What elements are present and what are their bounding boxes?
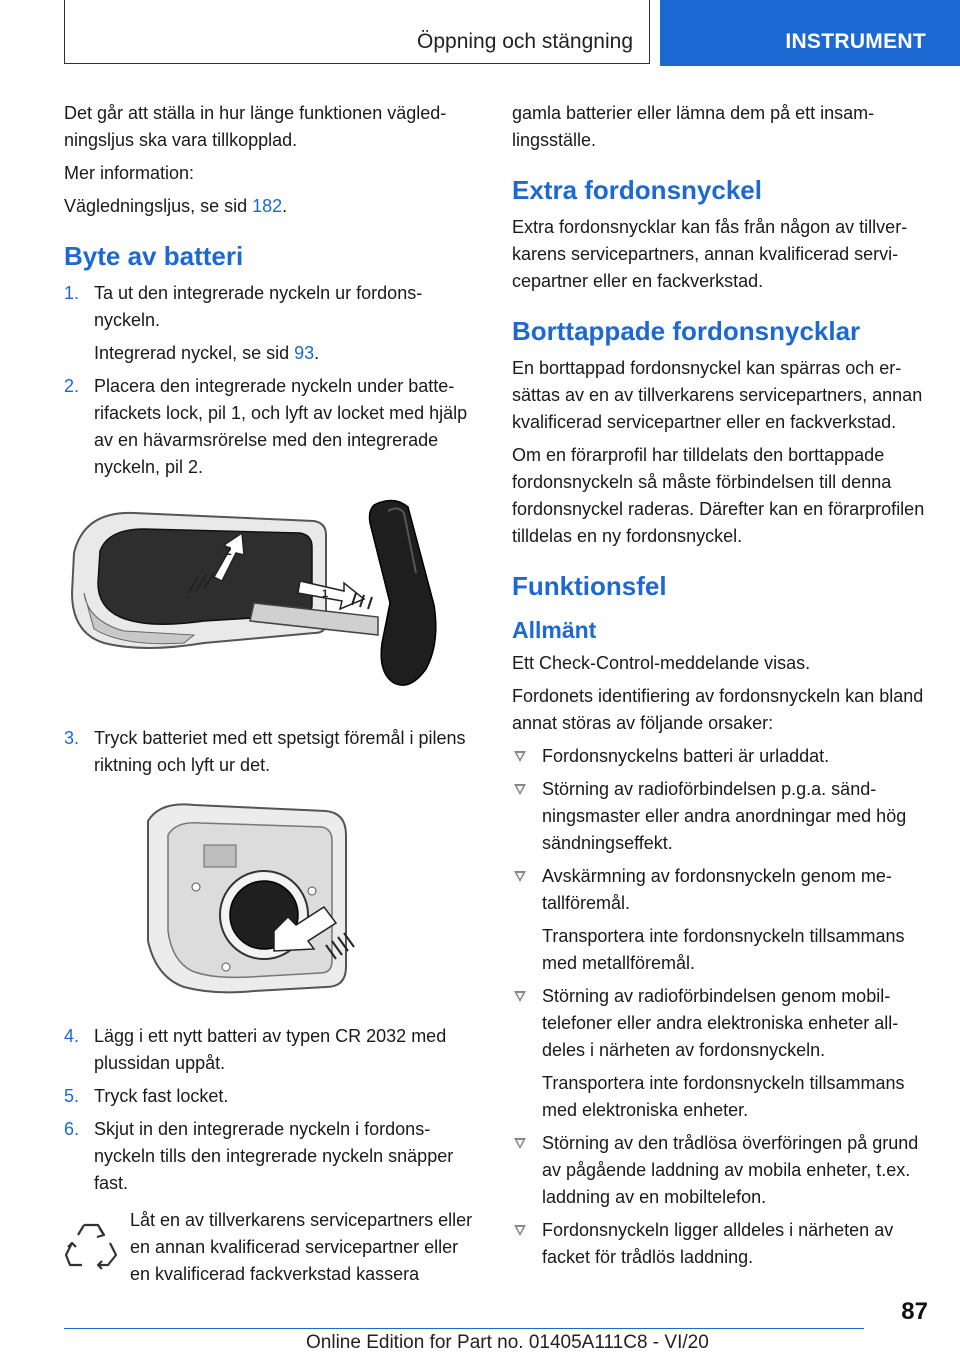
lost-keys-paragraph-1: En borttappad fordonsnyckel kan spärras och ersättas av en av tillverkarens servicepartners, annan kvalificerad servicepartner eller en fackverkstad. [512, 358, 923, 432]
step-number: 6. [64, 1119, 80, 1139]
page-link-93[interactable]: 93 [294, 343, 315, 363]
step-text: Skjut in den integrerade nyckeln i fordonsnyckeln tills den integrerade nyckeln snäpper fast. [94, 1119, 454, 1193]
arrow-label-1: 1 [322, 588, 329, 600]
heading-extra-key: Extra fordonsnyckel [512, 175, 762, 205]
step-3 [64, 725, 476, 779]
section-title: Öppning och stängning [417, 30, 633, 53]
list-item: Avskärmning av fordonsnyckeln genom metallföremål. Transportera inte fordonsnyckeln tillsammans med metallföremål. [512, 863, 928, 977]
heading-lost-keys: Borttappade fordonsnycklar [512, 316, 861, 346]
bullet-triangle-icon [514, 991, 526, 1002]
left-column [64, 100, 476, 1294]
note-text: Låt en av tillverkarens servicepartners eller en annan kvalificerad servicepartner eller en kvalificerad fackverkstad kassera [130, 1210, 473, 1284]
step-text: Ta ut den integrerade nyckeln ur fordonsnyckeln. [94, 283, 423, 330]
heading-general: Allmänt [512, 617, 597, 643]
battery-compartment-illustration [64, 791, 476, 1005]
intro-paragraph: Det går att ställa in hur länge funktionen vägledningsljus ska vara tillkopplad. [64, 103, 447, 150]
step-text: Lägg i ett nytt batteri av typen CR 2032 med plussidan uppåt. [94, 1026, 447, 1073]
bullet-triangle-icon [514, 751, 526, 762]
list-item: Störning av radioförbindelsen genom mobiltelefoner eller andra elektroniska enheter alldeles i närheten av fordonsnyckeln. Transportera inte fordonsnyckeln tillsammans med elektroniska enheter. [512, 983, 928, 1124]
environment-note [64, 1207, 476, 1288]
step-subtext: Integrerad nyckel, se sid 93. [94, 343, 320, 363]
step-text: Placera den integrerade nyckeln under batterifackets lock, pil 1, och lyft av locket med hjälp av en hävarmsrörelse med den integrerade nyckeln, pil 2. [94, 376, 468, 477]
heading-malfunction: Funktionsfel [512, 571, 667, 601]
step-text: Tryck batteriet med ett spetsigt föremål i pilens riktning och lyft ur det. [94, 728, 466, 775]
step-5 [64, 1083, 476, 1110]
step-2 [64, 373, 476, 481]
chapter-tab [660, 0, 960, 66]
chapter-title: INSTRUMENT [785, 30, 926, 53]
bullet-triangle-icon [514, 871, 526, 882]
list-item: Störning av den trådlösa överföringen på grund av pågående laddning av mobila enheter, t.ex. laddning av en mobiltelefon. [512, 1130, 928, 1211]
more-info-label: Mer information: [64, 163, 195, 183]
list-item: Fordonsnyckeln ligger alldeles i närheten av facket för trådlös laddning. [512, 1217, 928, 1271]
page-header [0, 0, 960, 66]
list-item: Störning av radioförbindelsen p.g.a. sändningsmaster eller andra anordningar med hög sändningseffekt. [512, 776, 928, 857]
edition-text: Online Edition for Part no. 01405A111C8 - VI/20 [306, 1332, 709, 1353]
bullet-triangle-icon [514, 1138, 526, 1149]
heading-battery-change: Byte av batteri [64, 241, 244, 271]
step-number: 5. [64, 1086, 80, 1106]
key-fob-open-illustration [64, 493, 476, 707]
step-number: 4. [64, 1026, 80, 1046]
bullet-triangle-icon [514, 1225, 526, 1236]
cross-reference: Vägledningsljus, se sid 182. [64, 196, 288, 216]
continued-text: gamla batterier eller lämna dem på ett insamlingsställe. [512, 103, 875, 150]
step-4 [64, 1023, 476, 1077]
page-number: 87 [901, 1298, 928, 1325]
page-link-182[interactable]: 182 [252, 196, 283, 216]
right-column [512, 100, 928, 1277]
step-text: Tryck fast locket. [94, 1086, 229, 1106]
extra-key-paragraph: Extra fordonsnycklar kan fås från någon av tillverkarens servicepartners, annan kvalificerad servicepartner eller en fackverkstad. [512, 217, 908, 291]
step-number: 3. [64, 728, 80, 748]
step-number: 1. [64, 283, 80, 303]
recycle-icon [64, 1217, 118, 1271]
arrow-label-2: 2 [225, 544, 232, 558]
step-number: 2. [64, 376, 80, 396]
list-item: Fordonsnyckelns batteri är urladdat. [512, 743, 928, 770]
general-paragraph-1: Ett Check-Control-meddelande visas. [512, 653, 811, 673]
bullet-triangle-icon [514, 784, 526, 795]
step-6 [64, 1116, 476, 1197]
general-paragraph-2: Fordonets identifiering av fordonsnyckeln kan bland annat störas av följande orsaker: [512, 686, 924, 733]
section-tab [64, 0, 650, 64]
step-1 [64, 280, 476, 367]
lost-keys-paragraph-2: Om en förarprofil har tilldelats den borttappade fordonsnyckeln så måste förbindelsen till denna fordonsnyckel raderas. Därefter kan en förarprofilen tilldelas en ny fordonsnyckel. [512, 445, 925, 546]
footer-divider [64, 1328, 864, 1329]
